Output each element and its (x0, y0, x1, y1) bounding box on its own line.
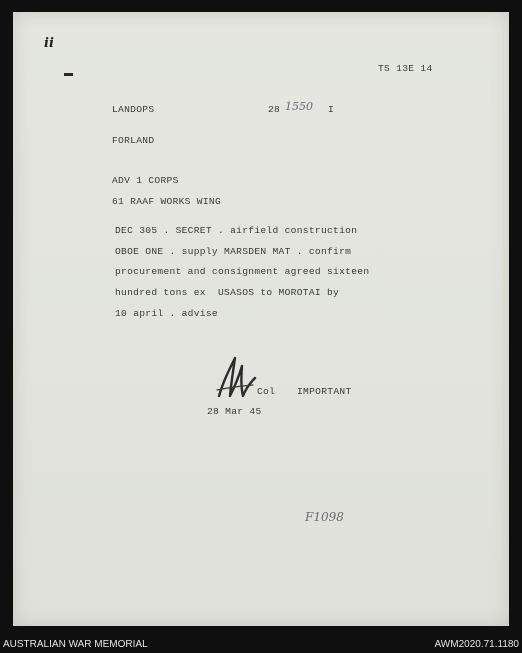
signoff-date: 28 Mar 45 (207, 406, 262, 417)
footer-accession-number: AWM2020.71.1180 (434, 639, 519, 650)
message-body-line: DEC 305 . SECRET . airfield construction (115, 225, 358, 236)
message-body-line: procurement and consignment agreed sixteen (115, 266, 370, 277)
message-body-line: 10 april . advise (115, 308, 218, 319)
importance-flag: IMPORTANT (297, 386, 352, 397)
message-body-line: OBOE ONE . supply MARSDEN MAT . confirm (115, 246, 352, 257)
date-group: 28 (268, 104, 281, 115)
document-reference: TS 13E 14 (378, 63, 433, 74)
punch-mark (64, 73, 73, 76)
addressee-line: 61 RAAF WORKS WING (112, 196, 222, 207)
document-page (13, 12, 509, 626)
handwritten-time: 1550 (285, 100, 313, 113)
to-addressee: LANDOPS (112, 104, 155, 115)
message-body-line: hundred tons ex USASOS to MOROTAI by (115, 287, 340, 298)
signature (213, 352, 259, 402)
handwritten-reference: F1098 (305, 510, 344, 524)
priority-marker: I (328, 104, 335, 115)
footer-institution: AUSTRALIAN WAR MEMORIAL (3, 639, 148, 650)
addressee-line: ADV 1 CORPS (112, 175, 179, 186)
signoff-rank: Col (257, 386, 276, 397)
margin-mark: ii (44, 36, 54, 51)
from-originator: FORLAND (112, 135, 155, 146)
